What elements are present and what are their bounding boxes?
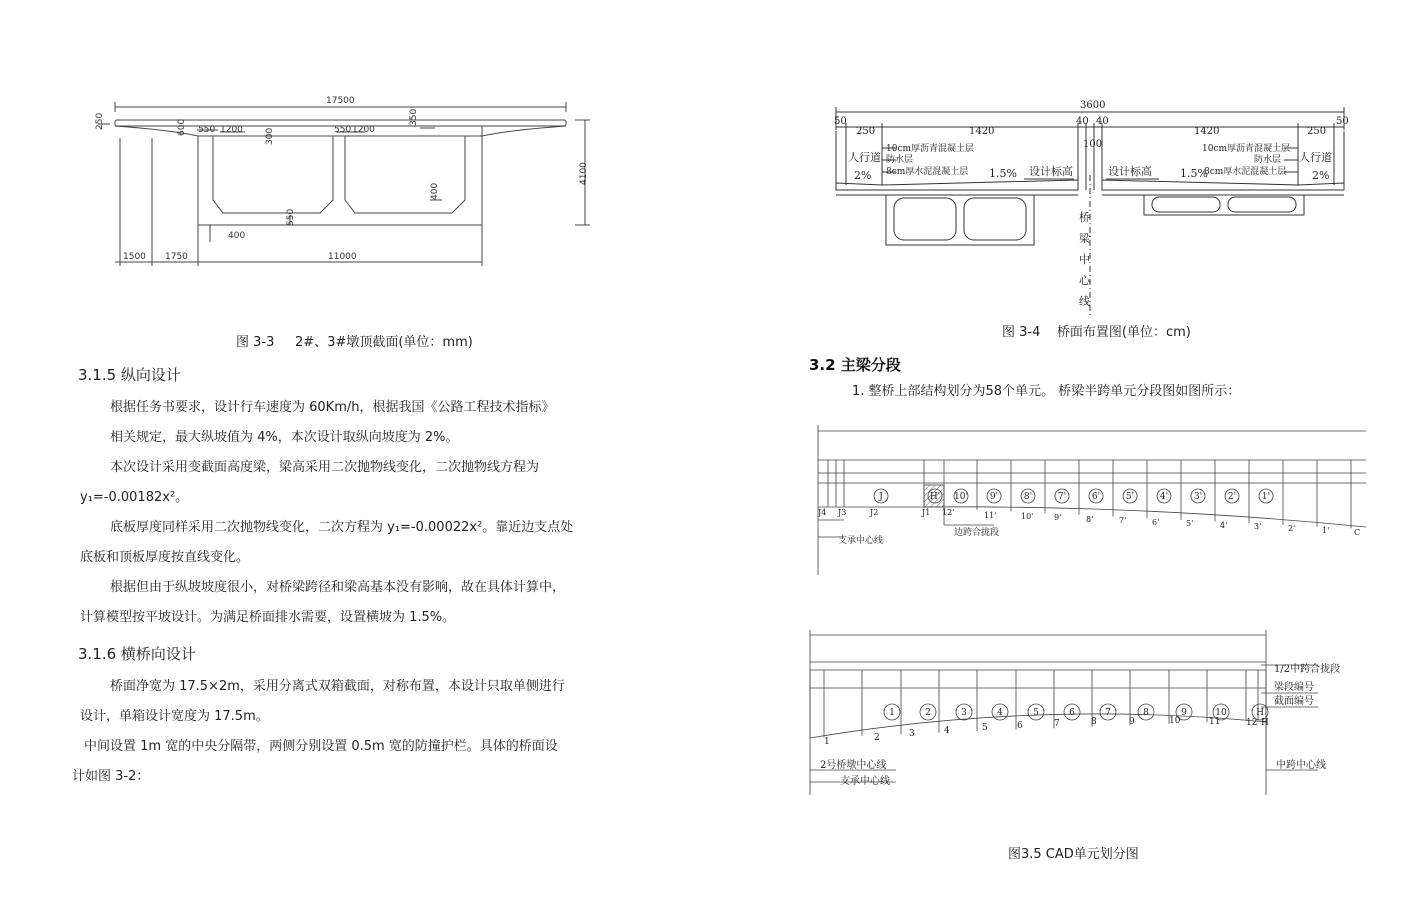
dim-50r: 50 xyxy=(1336,116,1349,127)
centerline-char-5: 线 xyxy=(1079,295,1090,308)
cad2-segment-number: 7 xyxy=(1105,708,1111,718)
sec315-p7: 根据但由于纵坡坡度很小，对桥梁跨径和梁高基本没有影响，故在具体计算中， xyxy=(110,580,566,595)
dim-250l: 250 xyxy=(856,126,876,137)
dim-40l: 40 xyxy=(1076,116,1089,127)
sec316-p3: 中间设置 1m 宽的中央分隔带，两侧分别设置 0.5m 宽的防撞护栏。具体的桥面设 xyxy=(84,739,558,754)
slope-2-left: 2% xyxy=(854,169,872,182)
sec32-p1: 1. 整桥上部结构划分为58个单元。 桥梁半跨单元分段图如图所示： xyxy=(852,384,1241,399)
cad1-node-label: J3 xyxy=(838,508,847,517)
dim-100: 100 xyxy=(1083,139,1103,150)
cad1-node-label: 10' xyxy=(1021,512,1034,521)
cad1-node-label: J2 xyxy=(870,508,879,517)
dim-550c: 550 xyxy=(286,208,296,226)
cad2-legend-closure: 1/2中跨合拢段 xyxy=(1274,664,1341,675)
cad1-segment-number: 5' xyxy=(1125,492,1135,502)
cad2-pier-label: 2号桥墩中心线 xyxy=(820,760,887,771)
sidewalk-left-label: 人行道 xyxy=(848,151,881,164)
cad2-segment-number: 1 xyxy=(889,708,895,718)
cad2-segment-number: H xyxy=(1256,708,1264,718)
section-3-2-heading: 3.2 主梁分段 xyxy=(809,356,901,374)
cad1-node-label: 4' xyxy=(1220,521,1228,530)
dim-17500: 17500 xyxy=(326,96,355,106)
cad2-support-label: 支承中心线 xyxy=(840,776,890,787)
section-3-1-6-heading: 3.1.6 横桥向设计 xyxy=(78,645,196,663)
layer3-left: 8cm厚水泥混凝土层 xyxy=(886,167,969,177)
dim-1500: 1500 xyxy=(123,252,146,262)
sec315-p3: 本次设计采用变截面高度梁，梁高采用二次抛物线变化，二次抛物线方程为 xyxy=(110,460,540,475)
dim-550b: 550 xyxy=(334,125,352,135)
cad1-segment-number: 9' xyxy=(989,492,999,502)
dim-11000: 11000 xyxy=(328,252,357,262)
cad2-node-label: 6 xyxy=(1017,721,1023,731)
figure-3-4-caption: 图 3-4 桥面布置图(单位：cm) xyxy=(1002,325,1191,340)
cad2-segment-number: 8 xyxy=(1143,708,1149,718)
dim-1420l: 1420 xyxy=(969,126,995,137)
cad1-segment-number: 7' xyxy=(1057,492,1067,502)
sec315-p8: 计算模型按平坡设计。为满足桥面排水需要，设置横坡为 1.5%。 xyxy=(80,610,456,625)
cad1-node-label: 8' xyxy=(1086,515,1094,524)
dim-1200a: 1200 xyxy=(220,125,243,135)
dim-400a: 400 xyxy=(430,182,440,200)
cad1-node-label: 2' xyxy=(1288,524,1296,533)
layer3-right: 8cm厚水泥混凝土层 xyxy=(1204,167,1287,177)
slope-15-left: 1.5% xyxy=(989,167,1017,180)
cad2-node-label: 11 xyxy=(1209,717,1221,727)
cad1-node-label: 6' xyxy=(1152,518,1160,527)
cad2-legend-section: 截面编号 xyxy=(1274,696,1314,707)
dim-50l: 50 xyxy=(834,116,847,127)
centerline-char-3: 中 xyxy=(1079,253,1090,266)
sidewalk-right-label: 人行道 xyxy=(1299,151,1332,164)
cad1-node-label: 7' xyxy=(1119,516,1127,525)
cad1-closure-label: 边跨合拢段 xyxy=(954,528,1000,538)
design-elev-right: 设计标高 xyxy=(1108,165,1152,178)
dim-550a: 550 xyxy=(198,125,216,135)
cad1-support-label: 支承中心线 xyxy=(838,536,884,546)
left-page xyxy=(0,0,708,903)
cad1-node-label: 3' xyxy=(1254,522,1262,531)
dim-250r: 250 xyxy=(1307,126,1327,137)
cad1-segment-number: J xyxy=(879,492,883,502)
cad2-node-label: 8 xyxy=(1091,717,1097,727)
cad2-node-label: 4 xyxy=(944,726,950,736)
figure-3-3-pier-section xyxy=(90,90,610,270)
sec315-p6: 底板和顶板厚度按直线变化。 xyxy=(80,550,250,565)
cad1-node-label: 1' xyxy=(1322,526,1330,535)
design-elev-left: 设计标高 xyxy=(1029,165,1073,178)
dim-250: 250 xyxy=(95,112,105,130)
dim-4100: 4100 xyxy=(579,162,589,185)
cad-mid-span-segments xyxy=(806,630,1341,795)
sec316-p2: 设计，单箱设计宽度为 17.5m。 xyxy=(80,709,269,724)
cad2-node-label: 12 xyxy=(1246,718,1258,728)
cad2-segment-number: 4 xyxy=(997,708,1003,718)
cad2-segment-number: 6 xyxy=(1069,708,1075,718)
cad2-node-label: 7 xyxy=(1054,719,1060,729)
figure-3-3-caption: 图 3-3 2#、3#墩顶截面(单位：mm) xyxy=(236,335,473,350)
cad1-segment-number: 6' xyxy=(1091,492,1101,502)
right-page xyxy=(709,0,1417,903)
dim-1750: 1750 xyxy=(165,252,188,262)
layer2-right: 防水层 xyxy=(1254,155,1282,165)
dim-3600: 3600 xyxy=(1080,100,1106,111)
cad2-node-label: 10 xyxy=(1169,716,1181,726)
cad1-segment-number: 10' xyxy=(954,492,968,502)
dim-40r: 40 xyxy=(1096,116,1109,127)
cad2-node-label: 9 xyxy=(1129,717,1135,727)
layer2-left: 防水层 xyxy=(886,155,914,165)
slope-2-right: 2% xyxy=(1312,169,1330,182)
cad-side-span-segments xyxy=(814,425,1366,575)
dim-1420r: 1420 xyxy=(1194,126,1220,137)
centerline-char-2: 梁 xyxy=(1079,232,1090,245)
sec315-p5: 底板厚度同样采用二次抛物线变化，二次方程为 y₁=-0.00022x²。靠近边支点处 xyxy=(110,520,574,535)
section-3-1-5-heading: 3.1.5 纵向设计 xyxy=(78,366,181,384)
cad2-node-label: H xyxy=(1261,718,1269,728)
cad2-segment-number: 9 xyxy=(1181,708,1187,718)
cad1-segment-number: 8' xyxy=(1023,492,1033,502)
sec315-p2: 相关规定，最大纵坡值为 4%，本次设计取纵向坡度为 2%。 xyxy=(110,430,459,445)
figure-3-4-deck-layout xyxy=(824,95,1384,320)
cad2-node-label: 5 xyxy=(982,723,988,733)
cad1-node-label: C xyxy=(1354,528,1361,537)
cad1-segment-number: 2' xyxy=(1227,492,1237,502)
dim-350: 350 xyxy=(409,108,419,126)
cad2-segment-number: 3 xyxy=(961,708,967,718)
cad1-segment-number: H' xyxy=(929,492,941,502)
cad2-segment-number: 10 xyxy=(1215,708,1227,718)
cad1-node-label: J1 xyxy=(922,508,931,517)
figure-3-5-caption: 图3.5 CAD单元划分图 xyxy=(1008,847,1139,862)
cad1-segment-number: 3' xyxy=(1193,492,1203,502)
slope-15-right: 1.5% xyxy=(1180,167,1208,180)
cad1-segment-number: 4' xyxy=(1159,492,1169,502)
sec316-p4: 计如图 3-2： xyxy=(72,769,150,784)
cad1-node-label: 11' xyxy=(984,511,997,520)
sec316-p1: 桥面净宽为 17.5×2m，采用分离式双箱截面，对称布置，本设计只取单侧进行 xyxy=(110,679,565,694)
cad2-legend-segment: 梁段编号 xyxy=(1274,682,1314,693)
cad2-node-label: 1 xyxy=(824,737,830,747)
dim-300: 300 xyxy=(265,127,275,145)
centerline-char-1: 桥 xyxy=(1079,211,1090,224)
layer1-right: 10cm厚沥青混凝土层 xyxy=(1202,144,1291,154)
cad1-node-label: 5' xyxy=(1186,519,1194,528)
dim-600: 600 xyxy=(177,118,187,136)
sec315-p4: y₁=-0.00182x²。 xyxy=(80,490,189,505)
cad1-node-label: J4 xyxy=(818,508,827,517)
dim-400b: 400 xyxy=(228,231,246,241)
layer1-left: 10cm厚沥青混凝土层 xyxy=(886,144,975,154)
sec315-p1: 根据任务书要求，设计行车速度为 60Km/h，根据我国《公路工程技术指标》 xyxy=(110,400,555,415)
cad2-node-label: 2 xyxy=(874,733,880,743)
cad1-segment-number: 1' xyxy=(1261,492,1271,502)
dim-1200b: 1200 xyxy=(352,125,375,135)
cad1-node-label: 12' xyxy=(942,508,955,517)
cad2-segment-number: 2 xyxy=(925,708,931,718)
cad1-node-label: 9' xyxy=(1054,513,1062,522)
centerline-char-4: 心 xyxy=(1079,274,1090,287)
cad2-node-label: 3 xyxy=(909,729,915,739)
cad2-segment-number: 5 xyxy=(1033,708,1039,718)
cad2-midspan-label: 中跨中心线 xyxy=(1276,760,1326,771)
